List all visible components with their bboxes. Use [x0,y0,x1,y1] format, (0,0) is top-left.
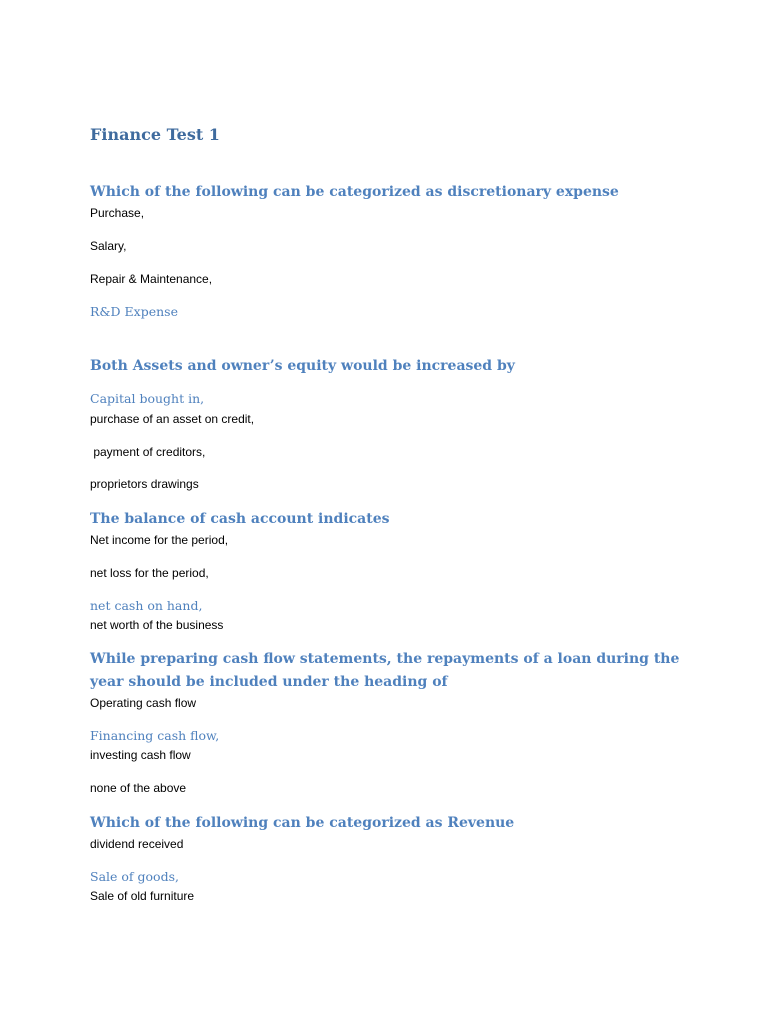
answer-4b: Financing cash flow, [90,728,220,743]
option-3a: Net income for the period, [90,533,229,547]
answer-3c: net cash on hand, [90,598,203,613]
page-title: Finance Test 1 [90,125,220,144]
option-1a: Purchase, [90,206,145,220]
option-4c: investing cash flow [90,748,191,762]
option-1b: Salary, [90,239,127,253]
option-3d: net worth of the business [90,618,224,632]
option-5a: dividend received [90,837,184,851]
question-4-line-1: While preparing cash flow statements, the repayments of a loan during the [90,651,680,667]
option-2b: purchase of an asset on credit, [90,412,255,426]
option-4a: Operating cash flow [90,696,197,710]
question-3: The balance of cash account indicates [90,511,390,527]
option-5c: Sale of old furniture [90,889,195,903]
question-1: Which of the following can be categorized as discretionary expense [90,184,619,200]
option-1c: Repair & Maintenance, [90,272,213,286]
option-2d: proprietors drawings [90,477,199,491]
option-4d: none of the above [90,781,187,795]
option-2c: payment of creditors, [90,445,206,459]
answer-2a: Capital bought in, [90,391,205,406]
question-5: Which of the following can be categorized as Revenue [90,815,515,831]
option-3b: net loss for the period, [90,566,209,580]
question-2: Both Assets and owner’s equity would be increased by [90,358,515,374]
answer-5b: Sale of goods, [90,869,179,884]
answer-1d: R&D Expense [90,304,178,319]
question-4-line-2: year should be included under the heading of [90,674,448,690]
